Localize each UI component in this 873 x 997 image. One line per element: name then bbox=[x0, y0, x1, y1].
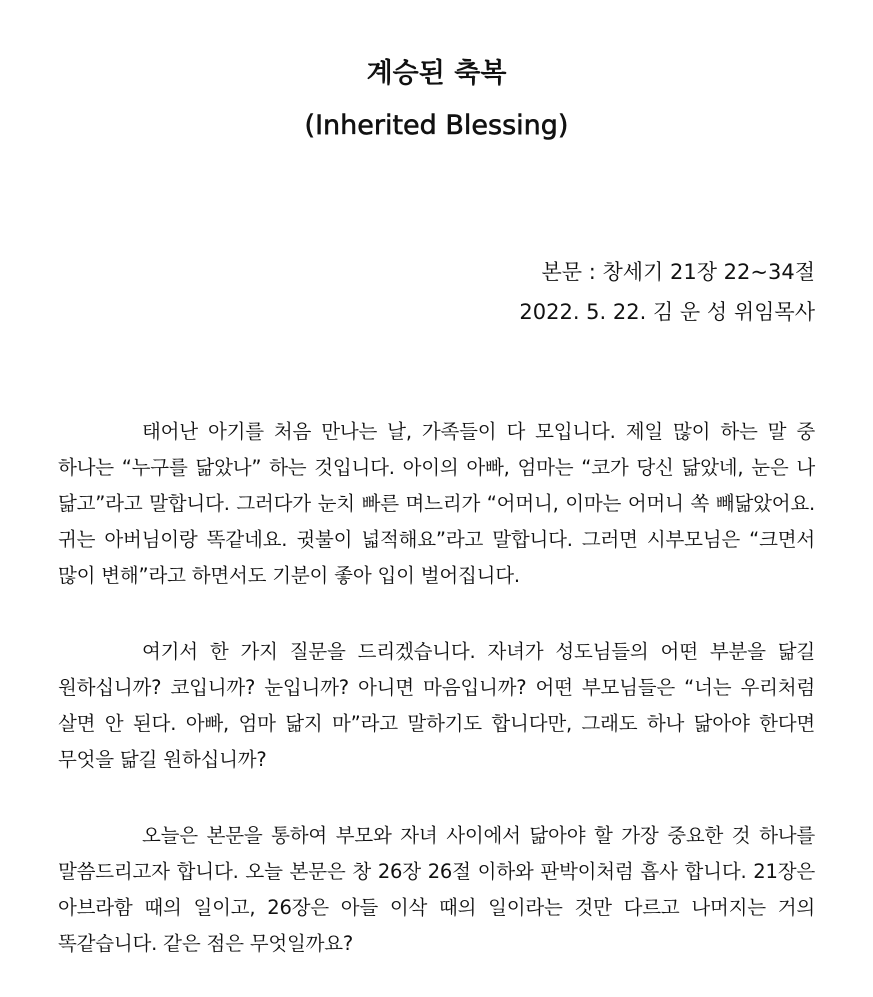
scripture-reference: 본문 : 창세기 21장 22~34절 bbox=[541, 260, 815, 284]
sermon-title-english: (Inherited Blessing) bbox=[304, 110, 569, 141]
body-paragraph-1: 태어난 아기를 처음 만나는 날, 가족들이 다 모입니다. 제일 많이 하는 말 중 하나는 “누구를 닮았나” 하는 것입니다. 아이의 아빠, 엄마는 “코가 당신 닮았네, 눈은 나 닮고”라고 말합니다. 그러다가 눈치 빠른 며느리가 “어머니, 이마는 어머니 쏙 빼닮았어요. 귀는 아버님이랑 똑같네요. 귓불이 넓적해요”라고 말합니다. 그러면 시부모님은 “크면서 많이 변해”라고 하면서도 기분이 좋아 입이 벌어집니다. bbox=[58, 420, 815, 587]
body-paragraph-2: 여기서 한 가지 질문을 드리겠습니다. 자녀가 성도님들의 어떤 부분을 닮길 원하십니까? 코입니까? 눈입니까? 아니면 마음입니까? 어떤 부모님들은 “너는 우리처럼 살면 안 된다. 아빠, 엄마 닮지 마”라고 말하기도 합니다만, 그래도 하나 닮아야 한다면 무엇을 닮길 원하십니까? bbox=[58, 640, 815, 771]
body-paragraph-3: 오늘은 본문을 통하여 부모와 자녀 사이에서 닮아야 할 가장 중요한 것 하나를 말씀드리고자 합니다. 오늘 본문은 창 26장 26절 이하와 판박이처럼 흡사 합니다. 21장은 아브라함 때의 일이고, 26장은 아들 이삭 때의 일이라는 것만 다르고 나머지는 거의 똑같습니다. 같은 점은 무엇일까요? bbox=[58, 824, 815, 955]
date-and-author: 2022. 5. 22. 김 운 성 위임목사 bbox=[519, 300, 815, 324]
sermon-title-korean: 계승된 축복 bbox=[366, 58, 507, 89]
